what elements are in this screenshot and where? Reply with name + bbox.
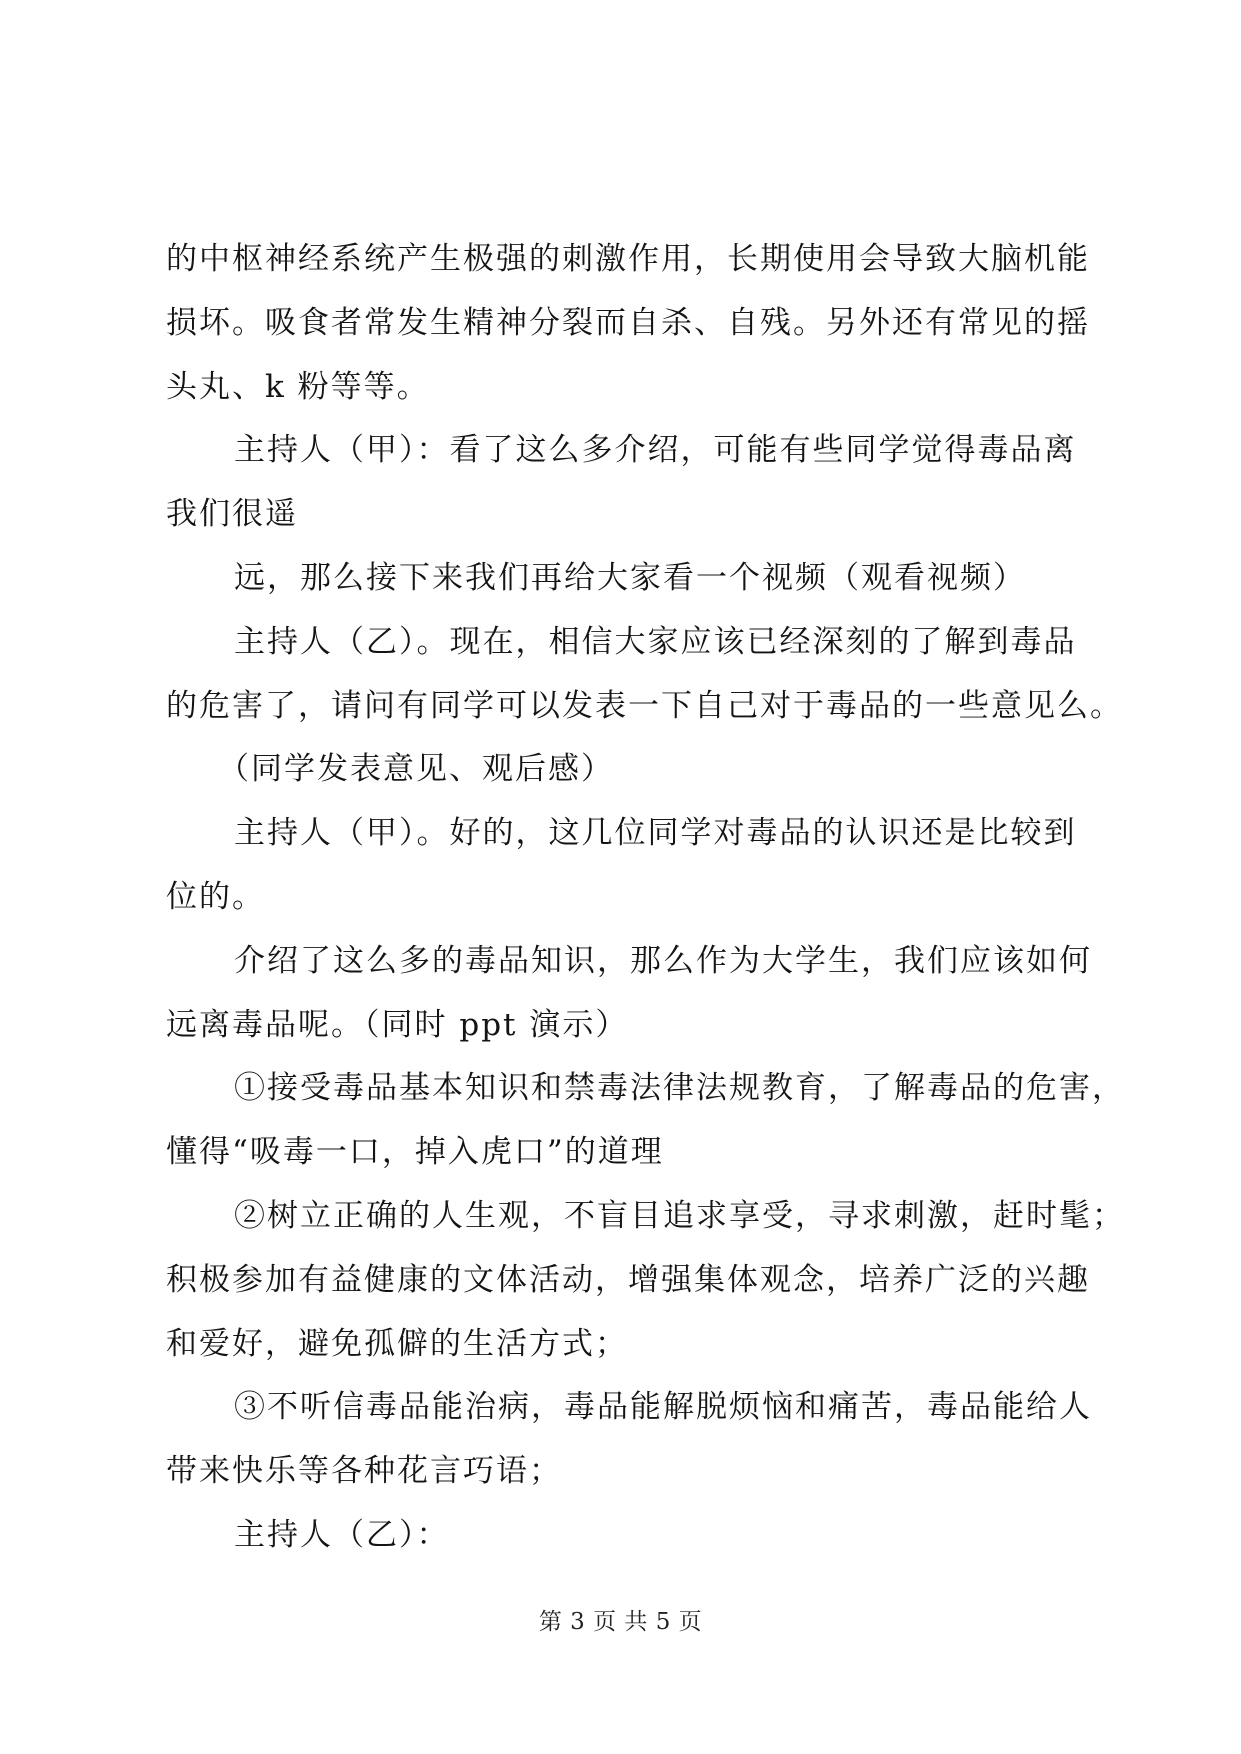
text-line: 主持人（乙）。现在，相信大家应该已经深刻的了解到毒品 bbox=[234, 623, 1077, 660]
text-line: （同学发表意见、观后感） bbox=[218, 751, 614, 788]
page-number-footer: 第 3 页 共 5 页 bbox=[538, 1609, 703, 1635]
text-line: 位的。 bbox=[166, 878, 265, 915]
text-line: 的危害了，请问有同学可以发表一下自己对于毒品的一些意见么。 bbox=[166, 687, 1123, 724]
text-line: 头丸、k 粉等等。 bbox=[166, 368, 430, 405]
text-line: 懂得“吸毒一口，掉入虎口”的道理 bbox=[166, 1134, 664, 1171]
text-line: 介绍了这么多的毒品知识，那么作为大学生，我们应该如何 bbox=[234, 942, 1092, 979]
text-line: ③不听信毒品能治病，毒品能解脱烦恼和痛苦，毒品能给人 bbox=[234, 1389, 1092, 1426]
text-line: 带来快乐等各种花言巧语； bbox=[166, 1453, 562, 1490]
text-line: ②树立正确的人生观，不盲目追求享受，寻求刺激，赶时髦； bbox=[234, 1197, 1125, 1234]
text-line: 损坏。吸食者常发生精神分裂而自杀、自残。另外还有常见的摇 bbox=[166, 304, 1090, 341]
text-line: ①接受毒品基本知识和禁毒法律法规教育，了解毒品的危害， bbox=[234, 1070, 1125, 1107]
text-line: 和爱好，避免孤僻的生活方式； bbox=[166, 1325, 628, 1362]
text-line: 远，那么接下来我们再给大家看一个视频（观看视频） bbox=[234, 559, 1026, 596]
document-body bbox=[166, 228, 1125, 1568]
text-line: 主持人（甲）。好的，这几位同学对毒品的认识还是比较到 bbox=[234, 815, 1077, 852]
text-line: 的中枢神经系统产生极强的刺激作用，长期使用会导致大脑机能 bbox=[166, 241, 1090, 277]
text-line: 主持人（乙）： bbox=[234, 1516, 450, 1553]
text-line: 我们很遥 bbox=[166, 496, 298, 533]
text-line: 积极参加有益健康的文体活动，增强集体观念，培养广泛的兴趣 bbox=[166, 1261, 1090, 1298]
text-line: 主持人（甲）：看了这么多介绍，可能有些同学觉得毒品离 bbox=[234, 432, 1077, 469]
text-line: 远离毒品呢。（同时 ppt 演示） bbox=[166, 1006, 629, 1043]
